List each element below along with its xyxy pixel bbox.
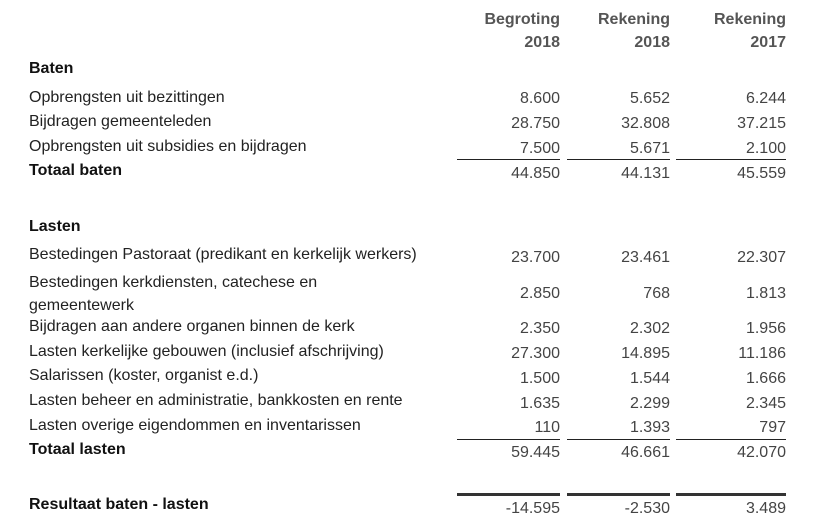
- row-value: 1.956: [745, 320, 786, 337]
- column-header-rekening-2017: [666, 8, 786, 54]
- subtotal-rule: [457, 159, 560, 160]
- row-value: 2.302: [629, 320, 670, 337]
- total-label-baten: Totaal baten: [29, 162, 123, 179]
- subtotal-rule: [676, 159, 786, 160]
- row-label: Bijdragen gemeenteleden: [29, 113, 212, 130]
- row-label: Opbrengsten uit bezittingen: [29, 89, 225, 106]
- section-heading-lasten: Lasten: [29, 218, 81, 235]
- row-value: 5.671: [629, 140, 670, 157]
- row-value: 23.700: [511, 249, 560, 266]
- total-value: 44.131: [621, 165, 670, 182]
- row-value: 2.850: [519, 285, 560, 302]
- row-value: 22.307: [737, 249, 786, 266]
- row-value: 2.299: [629, 395, 670, 412]
- row-value: 1.393: [629, 419, 670, 436]
- column-header-begroting-2018: [440, 8, 560, 54]
- row-label: Bijdragen aan andere organen binnen de kerk: [29, 318, 355, 335]
- column-header-line2: 2018: [634, 34, 670, 51]
- row-label: Lasten overige eigendommen en inventarissen: [29, 417, 361, 434]
- result-value: -14.595: [505, 500, 560, 517]
- row-value: 32.808: [621, 115, 670, 132]
- row-value: 23.461: [621, 249, 670, 266]
- row-label: Lasten beheer en administratie, bankkosten en rente: [29, 392, 403, 409]
- column-header-line1: Rekening: [597, 11, 670, 28]
- column-header-line1: Rekening: [713, 11, 786, 28]
- row-value: 1.500: [519, 370, 560, 387]
- subtotal-rule: [457, 439, 560, 440]
- column-header-line2: 2017: [750, 34, 786, 51]
- result-rule: [567, 493, 670, 496]
- row-label: Opbrengsten uit subsidies en bijdragen: [29, 138, 307, 155]
- row-value: 11.186: [738, 345, 786, 362]
- total-value: 59.445: [511, 444, 560, 461]
- subtotal-rule: [567, 439, 670, 440]
- total-value: 45.559: [737, 165, 786, 182]
- row-value: 768: [643, 285, 670, 302]
- subtotal-rule: [676, 439, 786, 440]
- row-value: 28.750: [511, 115, 560, 132]
- row-value: 5.652: [629, 90, 670, 107]
- row-value: 2.100: [745, 140, 786, 157]
- row-label: Lasten kerkelijke gebouwen (inclusief afschrijving): [29, 343, 384, 360]
- result-rule: [676, 493, 786, 496]
- column-header-rekening-2018: [550, 8, 670, 54]
- row-value: 2.345: [745, 395, 786, 412]
- row-value: 37.215: [737, 115, 786, 132]
- subtotal-rule: [567, 159, 670, 160]
- row-value: 797: [759, 419, 786, 436]
- row-value: 27.300: [511, 345, 560, 362]
- total-label-lasten: Totaal lasten: [29, 441, 126, 458]
- row-value: 1.544: [629, 370, 670, 387]
- column-header-line2: 2018: [524, 34, 560, 51]
- row-value: 1.635: [519, 395, 560, 412]
- result-value: -2.530: [624, 500, 670, 517]
- row-value: 8.600: [519, 90, 560, 107]
- total-value: 46.661: [621, 444, 670, 461]
- result-label: Resultaat baten - lasten: [29, 496, 209, 513]
- total-value: 42.070: [737, 444, 786, 461]
- column-header-line1: Begroting: [484, 11, 560, 28]
- row-label: Salarissen (koster, organist e.d.): [29, 367, 259, 384]
- row-value: 7.500: [519, 140, 560, 157]
- row-label: Bestedingen Pastoraat (predikant en kerkelijk werkers): [29, 246, 417, 263]
- section-heading-baten: Baten: [29, 60, 74, 77]
- result-rule: [457, 493, 560, 496]
- row-value: 1.666: [745, 370, 786, 387]
- result-value: 3.489: [745, 500, 786, 517]
- total-value: 44.850: [511, 165, 560, 182]
- row-value: 1.813: [745, 285, 786, 302]
- row-value: 2.350: [519, 320, 560, 337]
- row-value: 6.244: [745, 90, 786, 107]
- row-value: 110: [534, 419, 560, 436]
- row-label: Bestedingen kerkdiensten, catechese en gemeentewerk: [29, 274, 318, 314]
- row-value: 14.895: [621, 345, 670, 362]
